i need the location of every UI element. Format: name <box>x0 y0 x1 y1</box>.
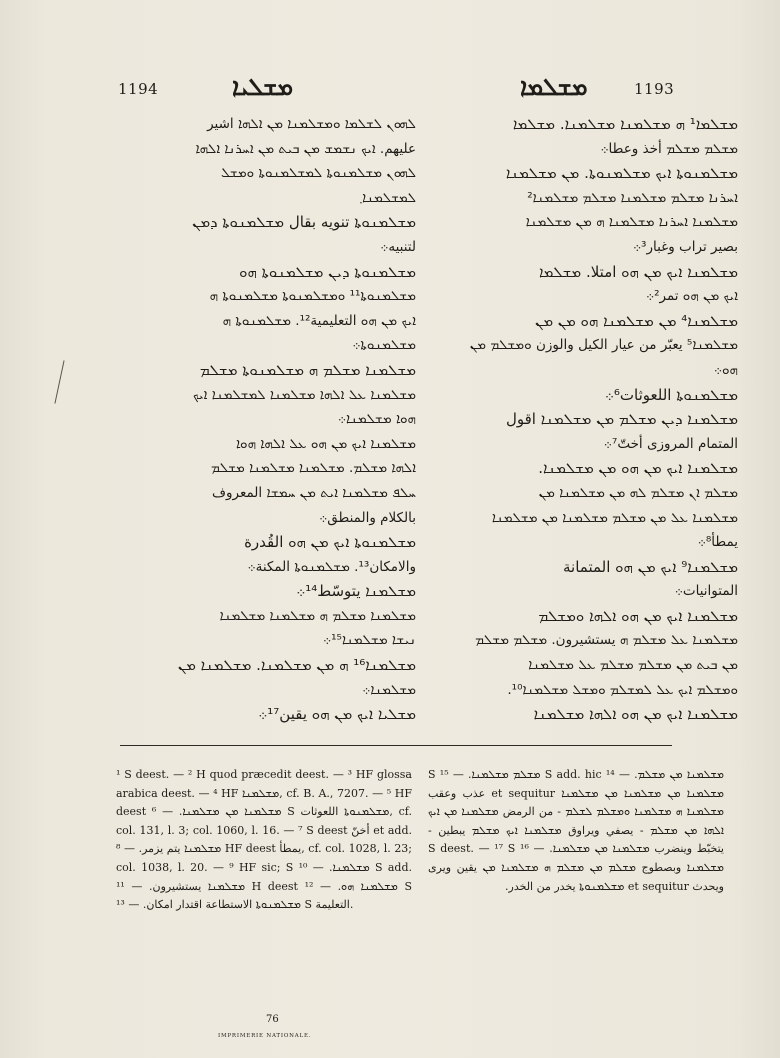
entry-line: والامكان¹³. ܡܫܠܡܢܘܬܐ المكنة܀ <box>247 558 416 575</box>
entry-line: ܡܫܠܡܢܐ ܡܫܠܡ ܗ ܡܫܠܡܢܐ ܡܫܠܡܢܐ <box>219 607 416 624</box>
entry-line: بصير تراب وغبار³܀ <box>632 238 738 255</box>
entry-line: ܡܫܠܡܢܐ ܕܝܢ ܡܫܠܡ ܡܢ ܡܫܠܡܢܐ اقول <box>505 410 738 429</box>
entry-line: ܠܗܘܢ ܠܫܠܡܐ ܘܡܫܠܡܢܐ ܡܢ ܐܠܗܐ اشير <box>207 116 416 132</box>
entry-line: لتنبيه܀ <box>380 238 416 255</box>
running-head-right: ܡܫܠܡܐ <box>520 72 588 101</box>
signature-mark: 76 <box>266 1014 279 1025</box>
entry-line: ܡܫܠܡܢܐ ܐܝܟ ܡܢ ܗܘ ܥܠ ܐܠܗܐ ܗܘܐ <box>235 435 416 452</box>
entry-line: عليهم. ܐܝܟ ܢܫܡܫ ܡܢ ܒܝܬ ܡܢ ܐܚܪܢܐ ܐܠܗܐ <box>195 140 416 157</box>
entry-line: ܡܫܠܡܢܐ⁹ ܐܝܟ ܡܢ ܗܘ المتمانة <box>563 557 738 576</box>
running-head-left: ܡܫܠܝܐ <box>232 72 294 101</box>
entry-line: ܡܢ ܒܝܬ ܡܢ ܡܫܠܡ ܡܫܠܡ ܥܠ ܡܫܠܡܢܐ <box>528 657 738 674</box>
footnotes-right: ܡܫܠܡܢܐ ܡܢ ܡܫܠܡ. — ¹⁴ S add. hic ܡܫܠܡ ܡܫܠܡܢܐ. — ¹⁵ S ܡܫܠܡܢܐ ܡܢ ܡܫܠܡܢܐ ܡܢ ܡܫܠܡܢܐ et sequitur عذب وعقب ܡܫܠܡܢܐ ܗ ܡܫܠܡܢܐ ܘܡܫܠܡ ܠܫܠܡ - من الرمض ܡܫܠܡܢܐ ܡܢ ܐܝܟ ܐܠܗܐ ܡܢ ܡܫܠܡ - يصفي ويراوق ܡܫܠܡܢܐ ܐܝܟ ܡܫܠܡ يبطين - يتخبّط وينضرب ܡܫܠܡܢܐ ܡܢ ܡܫܠܡܢܐ. — ¹⁶ S deest. — ¹⁷ S ܡܫܠܡܢܐ وبصطوج ܡܫܠܡ ܡܢ ܡܫܠܡ ܗ ܡܫܠܡܢܐ ܡܢ يقين ويرى ويحدث et sequitur ܡܫܠܡܢܘܬܐ يخدر من الخدر. <box>428 768 725 893</box>
entry-line: ܗܘܐ ܡܫܠܡܢܐ܀ <box>337 411 416 428</box>
entry-line: ܡܫܠܡܢܐ܀ <box>362 681 416 698</box>
entry-line: ܡܫܠܡܢܘܬܐ܀ <box>352 337 416 354</box>
entry-line: ܡܫܠܡܢܐ ܐܝܟ ܡܢ ܗܘ امتلا. ܡܫܠܡܐ <box>538 262 738 281</box>
entry-line: المتمام المروزى أختّ⁷܀ <box>603 435 738 452</box>
entry-line: ܐܠܗܐ ܡܫܠܡ. ܡܫܠܡܢܐ ܡܫܠܡܢܐ ܡܫܠܡ <box>211 460 416 477</box>
entry-line: ܘܡܫܠܡ ܐܝܟ ܥܠ ܠܡܫܠܡ ܘܡܫܠ ܡܫܠܡܢܐ¹⁰. <box>507 681 738 698</box>
entry-line: ܡܫܠܡܢܐ ܥܠ ܡܢ ܡܫܠܡ ܡܫܠܡܢܐ ܡܢ ܡܫܠܡܢܐ <box>491 509 738 526</box>
entry-line: ܡܫܠܡ ܡܫܠܡ أخذ وعطا܀ <box>600 140 738 157</box>
entry-line: ܡܫܠܡܢܘܬܐ تنويه بقال ܡܫܠܡܢܘܬܐ ܕܡܢ <box>192 213 416 232</box>
entry-line: ܐܝܟ ܡܢ ܗܘ تمر²܀ <box>645 288 738 305</box>
entry-line: ܐܝܟ ܡܢ ܗܘ التعليمية¹². ܡܫܠܡܢܘܬܐ ܗ <box>222 312 416 329</box>
entry-line: ܐܚܪܢܐ ܡܫܠܡ ܡܫܠܡܢܐ ܡܫܠܡ ܡܫܠܡܢܐ² <box>527 189 738 206</box>
entry-line: ܠܡܫܠܡܢܐ܂ <box>359 189 416 206</box>
entry-line: ܡܫܠܡ ܐܢ ܡܫܠܡ ܠܗ ܡܢ ܡܫܠܡܢܐ ܡܢ <box>538 484 738 501</box>
entry-line: ܡܫܠܡܢܘܬܐ ܕܝܢ ܡܫܠܡܢܘܬܐ ܗܘ <box>239 262 416 281</box>
column-right <box>434 112 738 727</box>
margin-pencil-mark <box>54 360 64 403</box>
entry-line: ܡܫܠܝܐ ܐܝܟ ܡܢ ܗܘ يقين¹⁷܀ <box>258 705 416 724</box>
entry-line: ܗܘ܀ <box>713 361 738 378</box>
entry-line: ܡܫܠܡܢܘܬܐ¹¹ ܘܡܫܠܡܢܘܬܐ ܡܫܠܡܢܘܬܐ ܗ <box>209 288 416 305</box>
entry-line: ܡܫܠܡܢܘܬܐ ܐܝܟ ܡܫܠܡܢܘܬܐ. ܡܢ ܡܫܠܡܢܐ <box>505 164 738 183</box>
entry-line: ܡܫܠܡܢܐ¹⁶ ܗ ܡܢ ܡܫܠܡܢܐ. ܡܫܠܡܢܐ ܡܢ <box>177 656 416 675</box>
entry-line: ܡܫܠܡܢܐ⁵ يعبّر من عيار الكيل والوزن ܘܡܫܠܡ ܡܢ <box>469 337 738 354</box>
entry-line: يمطأ⁸܀ <box>697 534 738 551</box>
footnotes-left: ¹ S deest. — ² H quod præcedit deest. — ³ HF glossa arabica deest. — ⁴ HF ܡܫܠܡܢܐ, cf. B. A., 7207. — ⁵ HF deest ܡܫܠܡܢܐ ܡܢ ܡܫܠܡܢܐ. — ⁶ S ܡܫܠܡܢܘܬܐ اللعوثات, cf. col. 131, l. 3; col. 1060, l. 16. — ⁷ S deest أخنّ et add. ܡܫܠܡܢܐ يتم يزمر. — ⁸ HF deest يمطأ, cf. col. 1028, l. 23; col. 1038, l. 20. — ⁹ HF sic; S ܡܫܠܡܢܐ. — ¹⁰ S add. ܡܫܠܡܢܐ يستشيرون. — ¹¹ H deest ܡܫܠܡܢܐ ܗܘ. — ¹² S ܡܫܠܡܢܘܬܐ الاستطاعة اقتدار امكان. — ¹³ S التعليمة. <box>116 768 413 912</box>
page-number-left: 1194 <box>118 80 159 98</box>
entry-line: ܠܗܘܢ ܡܫܠܡܢܘܬܐ ܠܡܫܠܡܢܘܬܐ ܘܡܫܠ <box>220 165 416 182</box>
entry-line: ܡܫܠܡܢܐ ܡܫܠܡ ܗ ܡܫܠܡܢܘܬܐ ܡܫܠܡ <box>199 360 416 379</box>
entry-line: ܡܫܠܡܢܐ ܐܝܟ ܡܢ ܗܘ ܡܢ ܡܫܠܡܢܐ. <box>538 459 738 478</box>
entry-line: ܢܝܫܐ ܡܫܠܡܢܐ¹⁵܀ <box>323 632 416 649</box>
entry-line: ܡܫܠܡܢܐ ܥܠ ܐܠܗܐ ܡܫܠܡܢܐ ܠܡܫܠܡܢܐ ܐܝܟ <box>192 386 416 403</box>
entry-line: بالكلام والمنطق܀ <box>319 509 416 526</box>
column-left <box>112 112 416 727</box>
entry-line: ܡܫܠܡܢܐ يتوسّط¹⁴܀ <box>296 582 416 601</box>
entry-line: ܡܫܠܡܢܘܬܐ ܐܝܟ ܡܢ ܗܘ القُدرة <box>244 533 416 552</box>
footnote-rule <box>120 745 672 746</box>
entry-line: ܡܫܠܡܐ¹ ܗ ܡܫܠܡܢܐ ܡܫܠܡܢܐ. ܡܫܠܡܐ <box>512 115 738 133</box>
entry-line: ܡܫܠܡܢܐ ܐܚܪܢܐ ܡܫܠܡܢܐ ܗ ܡܢ ܡܫܠܡܢܐ <box>525 214 738 231</box>
entry-line: ܡܫܠܡܢܐ⁴ ܡܢ ܡܫܠܡܢܐ ܗܘ ܡܢ ܡܢ <box>535 311 738 330</box>
printer-imprint: IMPRIMERIE NATIONALE. <box>218 1033 312 1039</box>
entry-line: المتوانيات܀ <box>674 583 738 600</box>
page-number-right: 1193 <box>634 80 675 98</box>
entry-line: ܡܫܠܡܢܐ ܐܝܟ ܡܢ ܗܘ ܐܠܗܐ ܡܫܠܡܢܐ <box>533 705 738 724</box>
entry-line: ܚܠܦ ܡܫܠܡܢܐ ܐܝܬ ܡܢ ܚܡܫܐ المعروف <box>212 484 416 501</box>
entry-line: ܡܫܠܡܢܐ ܥܠ ܡܫܠܡ ܗ يستشيرون. ܡܫܠܡ ܡܫܠܡ <box>475 632 738 649</box>
entry-line: ܡܫܠܡܢܐ ܐܝܟ ܡܢ ܗܘ ܐܠܗܐ ܘܡܫܠܡ <box>538 606 738 625</box>
entry-line: ܡܫܠܡܢܘܬܐ اللعوثات⁶܀ <box>604 385 738 404</box>
